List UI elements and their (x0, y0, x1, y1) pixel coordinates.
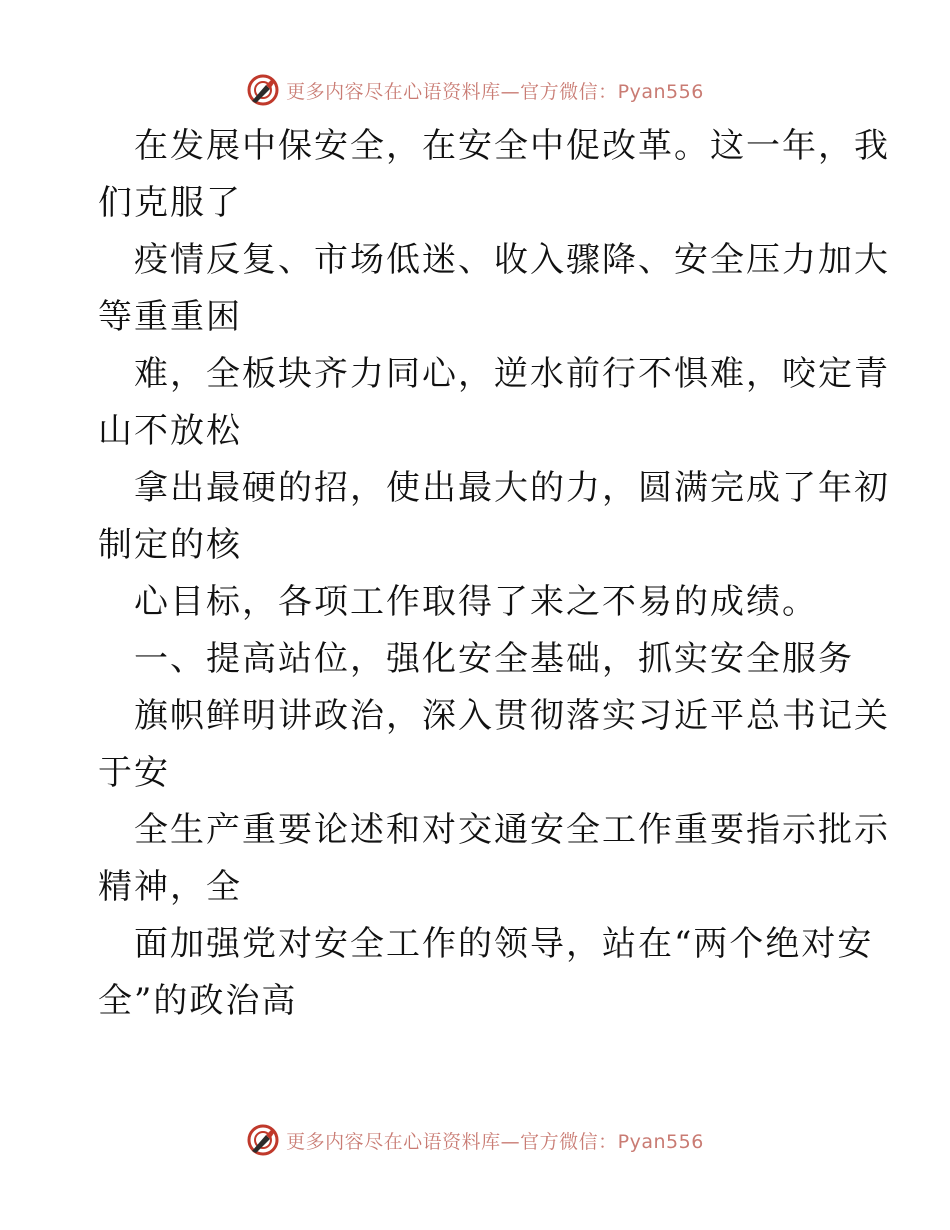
text-line-11: 旗帜鲜明讲政治，深入贯彻落实习近平总书记关 (134, 696, 890, 736)
text-line-9: 心目标，各项工作取得了来之不易的成绩。 (134, 582, 818, 622)
text-line-5: 难，全板块齐力同心，逆水前行不惧难，咬定青 (134, 354, 890, 394)
text-line-7: 拿出最硬的招，使出最大的力，圆满完成了年初 (134, 468, 890, 508)
text-line-4: 等重重困 (98, 297, 242, 337)
pen-seal-icon (246, 73, 280, 107)
text-line-2: 们克服了 (98, 183, 242, 223)
text-line-8: 制定的核 (98, 525, 242, 565)
footer-watermark-text: 更多内容尽在心语资料库—官方微信：Pyan556 (286, 1130, 704, 1153)
text-line-10: 一、提高站位，强化安全基础，抓实安全服务 (134, 639, 854, 679)
header-watermark-text: 更多内容尽在心语资料库—官方微信：Pyan556 (286, 80, 704, 103)
pen-seal-icon (246, 1123, 280, 1157)
document-body (98, 118, 890, 1030)
text-line-15: 面加强党对安全工作的领导，站在“两个绝对安 (134, 924, 874, 964)
text-line-6: 山不放松 (98, 411, 242, 451)
text-line-1: 在发展中保安全，在安全中促改革。这一年，我 (134, 126, 890, 166)
footer-watermark (0, 1120, 950, 1160)
header-watermark (0, 70, 950, 110)
text-line-13: 全生产重要论述和对交通安全工作重要指示批示 (134, 810, 890, 850)
text-line-16: 全”的政治高 (98, 981, 298, 1021)
text-line-14: 精神，全 (98, 867, 242, 907)
text-line-3: 疫情反复、市场低迷、收入骤降、安全压力加大 (134, 240, 890, 280)
text-line-12: 于安 (98, 753, 170, 793)
